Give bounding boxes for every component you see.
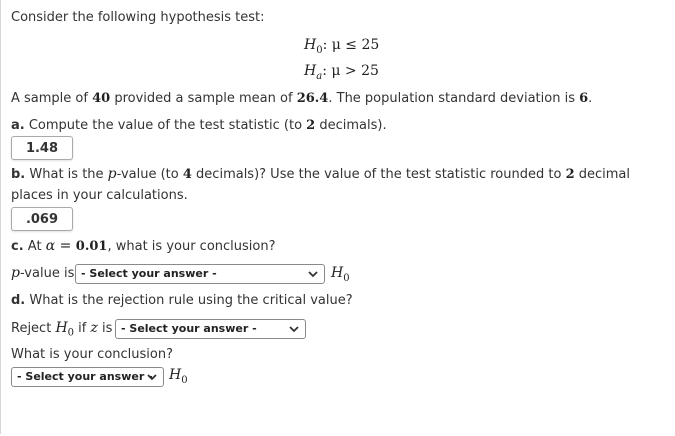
p-value-answer[interactable]: .069 bbox=[11, 207, 73, 231]
null-hypothesis: $H_0$: μ ≤ 25 bbox=[304, 37, 380, 56]
h0-label-d: $H_0$ bbox=[169, 367, 188, 386]
sample-sentence: A sample of 40 provided a sample mean of 26.4. The population standard deviation is 6. bbox=[11, 91, 593, 106]
part-a-question: a. Compute the value of the test statistic (to 2 decimals). bbox=[11, 118, 387, 133]
test-statistic-answer[interactable]: 1.48 bbox=[11, 136, 73, 160]
part-c-question: c. At α = 0.01, what is your conclusion? bbox=[11, 238, 276, 254]
p-value-label: p-value is bbox=[11, 265, 75, 281]
chevron-down-icon bbox=[146, 371, 158, 383]
h0-label-c: $H_0$ bbox=[331, 265, 350, 284]
alternative-hypothesis: $H_a$: μ > 25 bbox=[304, 63, 379, 82]
rejection-rule-select[interactable]: - Select your answer - bbox=[115, 319, 306, 339]
chevron-down-icon bbox=[307, 268, 319, 280]
p-value-conclusion-select[interactable]: - Select your answer - bbox=[75, 264, 325, 284]
conclusion-select[interactable]: - Select your answer - bbox=[11, 367, 164, 387]
part-b-question: b. What is the p-value (to 4 decimals)? Use the value of the test statistic rounded to 2 decimal places in your calculations. bbox=[11, 166, 630, 203]
chevron-down-icon bbox=[288, 323, 300, 335]
intro-text: Consider the following hypothesis test: bbox=[11, 10, 265, 25]
conclusion-question: What is your conclusion? bbox=[11, 347, 173, 362]
reject-rule-label: Reject $H_0$ if z is bbox=[11, 320, 113, 339]
part-d-question: d. What is the rejection rule using the critical value? bbox=[11, 293, 353, 308]
